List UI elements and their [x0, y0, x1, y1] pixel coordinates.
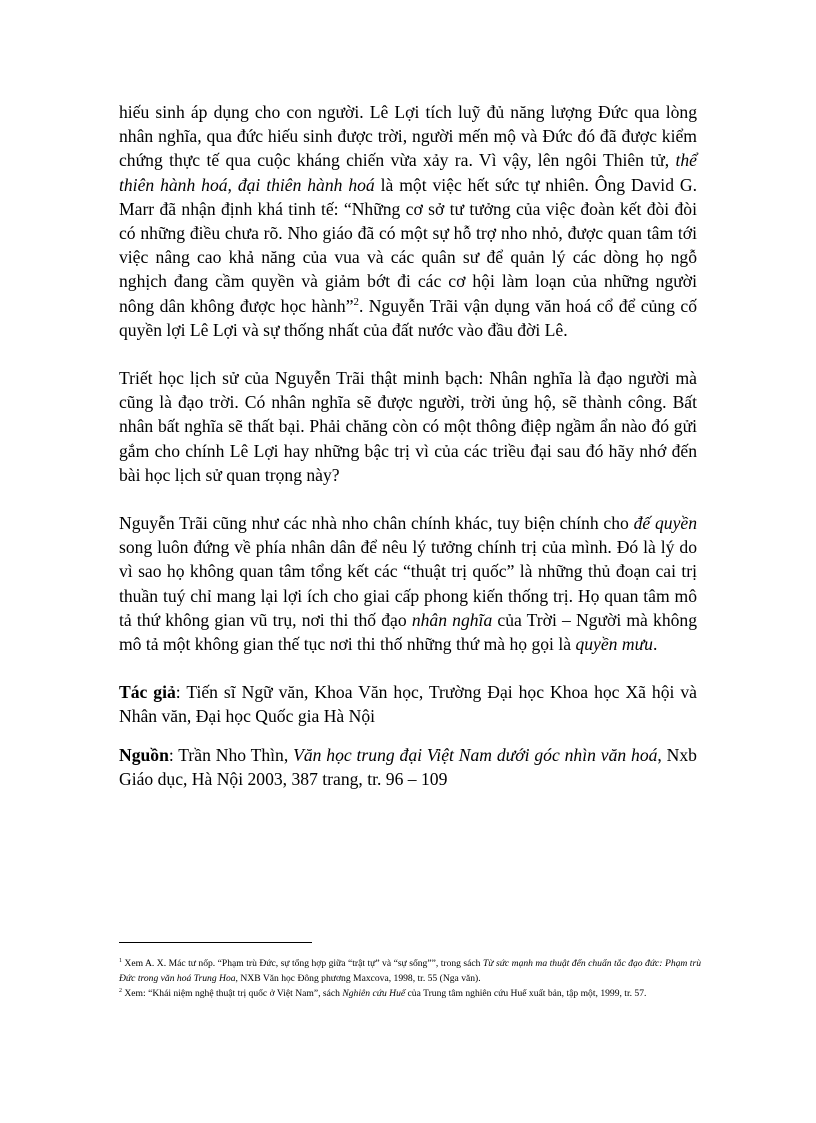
- footnote-2-italic: Nghiên cứu Huế: [342, 988, 406, 1000]
- footnote-2-text-end: của Trung tâm nghiên cứu Huế xuất bản, tập một, 1999, tr. 57.: [405, 988, 647, 1000]
- footnote-1-text-end: , NXB Văn học Đông phương Maxcova, 1998, tr. 55 (Nga văn).: [235, 973, 481, 985]
- paragraph-1-text-cont: là một việc hết sức tự nhiên. Ông David G. Marr đã nhận định khá tinh tế: “Những cơ sở tư tưởng của việc đoàn kết đòi đòi có những điều chưa rõ. Nho giáo đã có một sự hỗ trợ nho nhỏ, được quan tâm tới việc nâng cao khả năng của vua và các quân sư để quản lý các dòng họ ngỗ nghịch đang cầm quyền và giảm bớt đi các cơ hội làm loạn của những người nông dân không được học hành”: [119, 174, 697, 316]
- paragraph-3-italic: đế quyền: [633, 513, 697, 534]
- paragraph-1-italic: thể thiên hành hoá, đại thiên hành hoá: [119, 150, 697, 195]
- paragraph-3-text-cont-2: của Trời – Người mà không mô tả một không gian thế tục nơi thi thố những thứ mà họ gọi là: [119, 609, 698, 655]
- footnote-1-text: Xem A. X. Mác tư nốp. “Phạm trù Đức, sự tổng hợp giữa “trật tự” và “sự sống””, trong sách: [121, 958, 483, 969]
- source-line: [119, 743, 697, 791]
- source-text-end: , Nxb Giáo dục, Hà Nội 2003, 387 trang, tr. 96 – 109: [119, 744, 697, 789]
- paragraph-2: Triết học lịch sử của Nguyễn Trãi thật minh bạch: Nhân nghĩa là đạo người mà cũng là đạo trời. Có nhân nghĩa sẽ được người, trời ủng hộ, sẽ thành công. Bất nhân bất nghĩa sẽ thất bại. Phải chăng còn có một thông điệp ngầm ẩn nào đó gửi gắm cho chính Lê Lợi hay những bậc trị vì của các triều đại sau đó hãy nhớ đến bài học lịch sử quan trọng này?: [119, 368, 697, 485]
- footnote-reference[interactable]: 2: [353, 295, 359, 308]
- author-text: : Tiến sĩ Ngữ văn, Khoa Văn học, Trường Đại học Khoa học Xã hội và Nhân văn, Đại học Quốc gia Hà Nội: [119, 682, 697, 727]
- paragraph-3-italic-3: quyền mưu: [575, 634, 653, 655]
- paragraph-1-text: hiếu sinh áp dụng cho con người. Lê Lợi tích luỹ đủ năng lượng Đức qua lòng nhân nghĩa, qua đức hiếu sinh được trời, người mến mộ và Đức đó đã được kiểm chứng thực tế qua cuộc kháng chiến vừa xảy ra. Vì vậy, lên ngôi Thiên tử,: [119, 102, 697, 171]
- author-line: [119, 680, 697, 728]
- paragraph-3: [119, 511, 697, 656]
- footnote-2-text: Xem: “Khái niệm nghệ thuật trị quốc ở Việt Nam”, sách: [121, 988, 343, 1000]
- footnote-2-number: 2: [119, 988, 122, 995]
- footnote-1-italic: Từ sức mạnh ma thuật đến chuẩn tắc đạo đức: Phạm trù Đức trong văn hoá Trung Hoa: [119, 958, 701, 985]
- source-title: Văn học trung đại Việt Nam dưới góc nhìn văn hoá: [293, 744, 658, 765]
- footnote-1: [119, 956, 701, 986]
- paragraph-3-text: Nguyễn Trãi cũng như các nhà nho chân chính khác, tuy biện chính cho: [119, 513, 634, 534]
- paragraph-3-italic-2: nhân nghĩa: [411, 609, 493, 630]
- footnotes: [119, 956, 701, 1002]
- paragraph-1-text-end: . Nguyễn Trãi vận dụng văn hoá cổ để củng cố quyền lợi Lê Lợi và sự thống nhất của đất nước vào đầu đời Lê.: [119, 295, 697, 340]
- paragraph-1: [119, 100, 697, 342]
- footnote-2: [119, 986, 701, 1001]
- paragraph-3-text-cont: song luôn đứng về phía nhân dân để nêu lý tưởng chính trị của mình. Đó là lý do vì sao họ không quan tâm tổng kết các “thuật trị quốc” là những thủ đoạn cai trị thuần tuý chỉ mang lại lợi ích cho giai cấp phong kiến thống trị. Họ quan tâm mô tả thứ không gian vũ trụ, nơi thi thố đạo: [119, 537, 697, 630]
- main-text: [119, 100, 697, 805]
- source-text: : Trần Nho Thìn,: [168, 744, 294, 765]
- footnote-divider: [119, 942, 312, 943]
- paragraph-3-text-end: .: [652, 634, 658, 655]
- source-label: Nguồn: [119, 744, 169, 765]
- author-label: Tác giả: [119, 682, 176, 703]
- footnote-1-number: 1: [119, 957, 122, 964]
